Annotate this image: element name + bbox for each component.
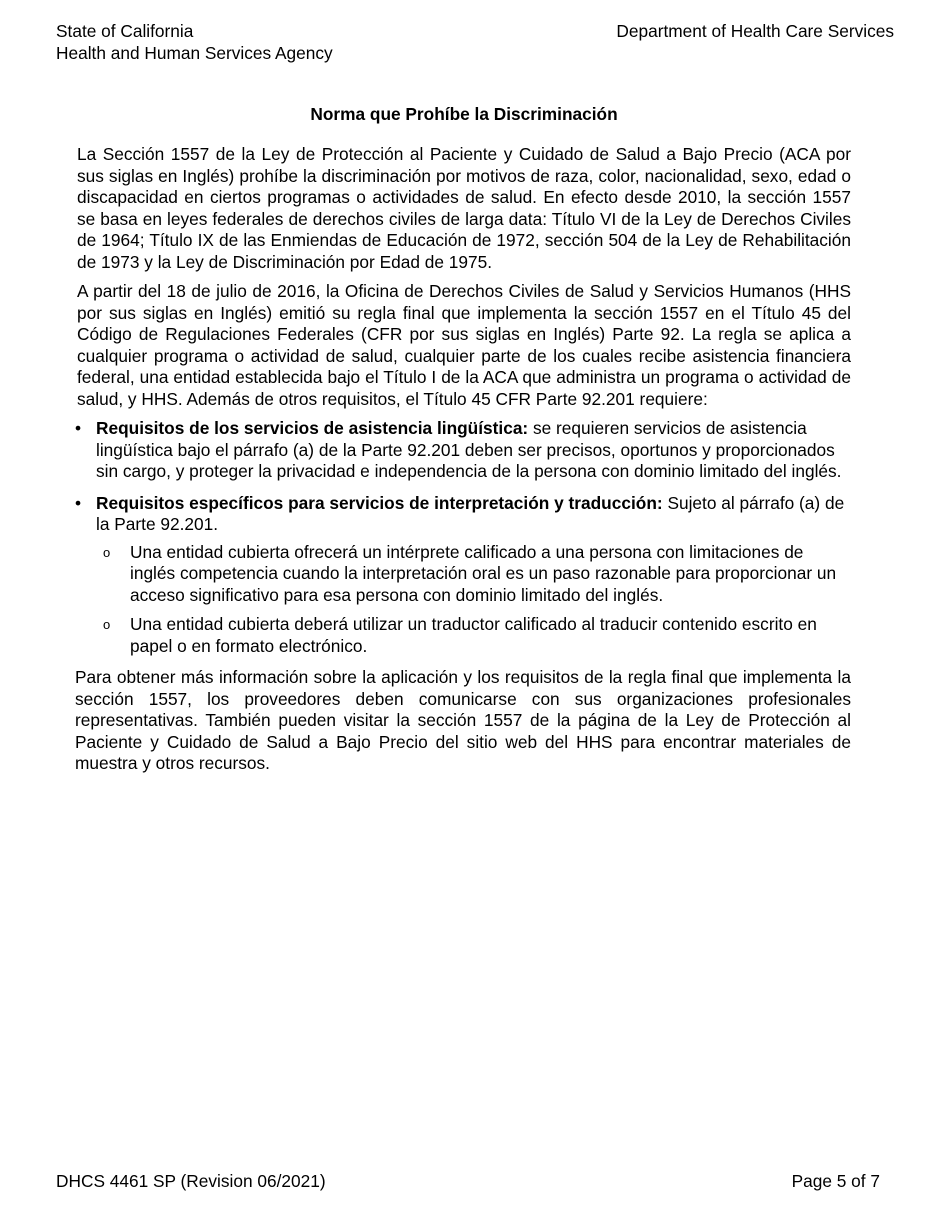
page-title: Norma que Prohíbe la Discriminación (310, 104, 618, 124)
paragraph-more-information: Para obtener más información sobre la aplicación y los requisitos de la regla final que implementa la sección 1557, los proveedores deben comunicarse con sus organizaciones profesionales representativas. También pueden visitar la sección 1557 de la página de la Ley de Protección al Paciente y Cuidado de Salud a Bajo Precio del sitio web del HHS para encontrar materiales de muestra y otros recursos. (75, 667, 851, 773)
footer-form-id: DHCS 4461 SP (Revision 06/2021) (56, 1171, 326, 1191)
sub-requirement-text: Una entidad cubierta deberá utilizar un traductor calificado al traducir contenido escrito en papel o en formato electrónico. (130, 614, 817, 656)
paragraph-section-1557: La Sección 1557 de la Ley de Protección al Paciente y Cuidado de Salud a Bajo Precio (ACA por sus siglas en Inglés) prohíbe la discriminación por motivos de raza, color, nacionalidad, sexo, edad o discapacidad en ciertos programas o actividades de salud. En efecto desde 2010, la sección 1557 se basa en leyes federales de derechos civiles de larga data: Título VI de la Ley de Derechos Civiles de 1964; Título IX de las Enmiendas de Educación de 1972, sección 504 de la Ley de Rehabilitación de 1973 y la Ley de Discriminación por Edad de 1975. (77, 144, 851, 272)
requirement-text: se requieren servicios de asistencia lingüística bajo el párrafo (a) de la Parte 92.201 deben ser precisos, oportunos y proporcionados sin cargo, y proteger la privacidad e independencia de la persona con dominio limitado del inglés. (96, 418, 842, 481)
header-agency (56, 21, 333, 64)
sub-requirement-text: Una entidad cubierta ofrecerá un intérprete calificado a una persona con limitaciones de inglés competencia cuando la interpretación oral es un paso razonable para proporcionar un acceso significativo para esa persona con dominio limitado del inglés. (130, 541, 837, 605)
requirements-list (77, 418, 851, 657)
paragraph-final-rule: A partir del 18 de julio de 2016, la Oficina de Derechos Civiles de Salud y Servicios Humanos (HHS por sus siglas en Inglés) emitió su regla final que implementa la sección 1557 en el Título 45 del Código de Regulaciones Federales (CFR por sus siglas en Inglés) Parte 92. La regla se aplica a cualquier programa o actividad de salud, cualquier parte de los cuales recibe asistencia financiera federal, una entidad establecida bajo el Título I de la ACA que administra un programa o actividad de salud, y HHS. Además de otros requisitos, el Título 45 CFR Parte 92.201 requiere: (77, 281, 851, 409)
requirement-label: Requisitos específicos para servicios de interpretación y traducción: (96, 492, 663, 513)
header-state: State of California (56, 21, 194, 41)
circle-bullet-icon: o (103, 544, 111, 560)
sub-requirements-list (96, 542, 851, 658)
header-agency-name: Health and Human Services Agency (56, 42, 333, 63)
requirement-label: Requisitos de los servicios de asistencia lingüística: (96, 418, 529, 438)
footer-page-number: Page 5 of 7 (791, 1171, 880, 1191)
sub-list-item (77, 542, 851, 607)
list-item (77, 493, 851, 658)
requirement-text: Sujeto al párrafo (a) de la Parte 92.201. (96, 492, 845, 534)
circle-bullet-icon: o (103, 617, 111, 632)
list-item (77, 418, 851, 483)
sub-list-item (77, 614, 851, 657)
bullet-icon: • (75, 418, 82, 438)
header-department: Department of Health Care Services (616, 21, 894, 41)
document-body (77, 144, 851, 775)
bullet-icon: • (75, 492, 82, 513)
